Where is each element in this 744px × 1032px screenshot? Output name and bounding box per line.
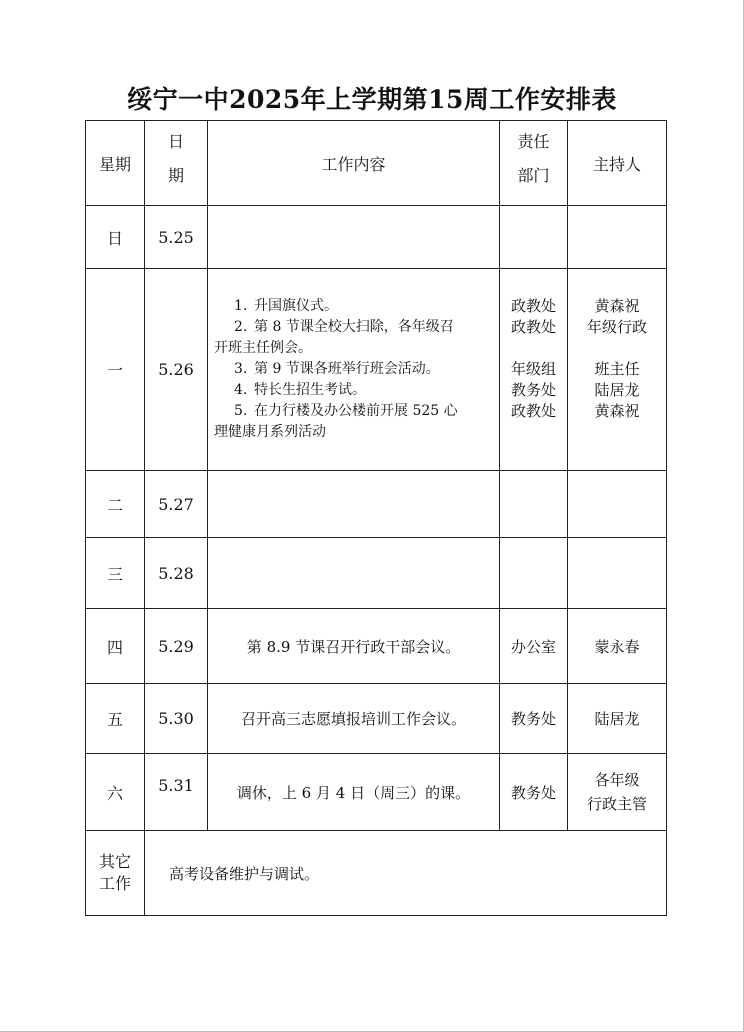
date-cell: 5.26	[145, 269, 208, 471]
dept-entry: 年级组	[510, 360, 556, 378]
weekday-cell: 六	[86, 754, 145, 831]
task-item-continuation: 理健康月系列活动	[214, 424, 326, 440]
date-cell: 5.25	[145, 206, 208, 269]
content-cell: 调休，上 6 月 4 日（周三）的课。	[208, 754, 500, 831]
page-title: 绥宁一中2025年上学期第15周工作安排表	[127, 85, 617, 114]
header-date	[145, 121, 208, 206]
table-row	[86, 269, 667, 471]
dept-cell: 教务处	[500, 754, 568, 831]
host-cell: 陆居龙	[568, 684, 667, 754]
dept-cell: 教务处	[500, 684, 568, 754]
host-entry: 陆居龙	[594, 381, 640, 399]
dept-cell: 办公室	[500, 609, 568, 684]
other-work-row	[86, 831, 667, 916]
host-line: 各年级	[594, 771, 640, 789]
header-dept-bottom: 部门	[517, 166, 550, 185]
host-cell	[568, 538, 667, 609]
header-dept-top: 责任	[517, 132, 550, 151]
table-row	[86, 609, 667, 684]
content-cell: 第 8.9 节课召开行政干部会议。	[208, 609, 500, 684]
dept-entry: 教务处	[510, 381, 556, 399]
table-row	[86, 206, 667, 269]
host-cell	[568, 206, 667, 269]
table-row	[86, 471, 667, 538]
task-item: 3. 第 9 节课各班举行班会活动。	[234, 361, 440, 377]
table-row	[86, 684, 667, 754]
date-cell: 5.29	[145, 609, 208, 684]
date-cell: 5.31	[145, 754, 208, 831]
schedule-table	[85, 120, 667, 916]
weekday-cell: 三	[86, 538, 145, 609]
weekday-cell: 四	[86, 609, 145, 684]
task-item: 2. 第 8 节课全校大扫除，各年级召	[234, 319, 454, 335]
host-entry: 年级行政	[586, 318, 647, 336]
host-entry: 班主任	[594, 360, 640, 378]
table-row	[86, 538, 667, 609]
other-work-content: 高考设备维护与调试。	[145, 831, 667, 916]
host-entry: 黄森祝	[594, 297, 640, 315]
content-cell	[208, 471, 500, 538]
dept-cell	[500, 538, 568, 609]
header-date-bottom: 期	[167, 166, 184, 185]
content-cell	[208, 206, 500, 269]
header-date-top: 日	[167, 132, 184, 151]
dept-entry: 政教处	[510, 402, 556, 420]
host-entry: 黄森祝	[594, 402, 640, 420]
task-list	[208, 269, 500, 471]
dept-entry: 政教处	[510, 297, 556, 315]
header-dept	[500, 121, 568, 206]
table-row	[86, 754, 667, 831]
dept-cell	[500, 206, 568, 269]
date-cell: 5.28	[145, 538, 208, 609]
host-cell: 蒙永春	[568, 609, 667, 684]
header-row	[86, 121, 667, 206]
dept-entry: 政教处	[510, 318, 556, 336]
task-item: 5. 在力行楼及办公楼前开展 525 心	[234, 403, 458, 419]
content-cell: 召开高三志愿填报培训工作会议。	[208, 684, 500, 754]
host-cell	[568, 754, 667, 831]
weekday-cell: 五	[86, 684, 145, 754]
dept-cell	[500, 471, 568, 538]
date-cell: 5.30	[145, 684, 208, 754]
header-host: 主持人	[568, 121, 667, 206]
date-cell: 5.27	[145, 471, 208, 538]
dept-list	[500, 269, 568, 471]
host-cell	[568, 471, 667, 538]
weekday-cell: 一	[86, 269, 145, 471]
host-line: 行政主管	[586, 795, 647, 813]
task-item-continuation: 开班主任例会。	[214, 340, 312, 356]
task-item: 1. 升国旗仪式。	[234, 298, 338, 314]
content-cell	[208, 538, 500, 609]
weekday-cell: 二	[86, 471, 145, 538]
weekday-cell: 日	[86, 206, 145, 269]
host-list	[568, 269, 667, 471]
task-item: 4. 特长生招生考试。	[234, 382, 366, 398]
header-content: 工作内容	[208, 121, 500, 206]
other-work-label: 其它 工作	[86, 831, 145, 916]
header-weekday: 星期	[86, 121, 145, 206]
